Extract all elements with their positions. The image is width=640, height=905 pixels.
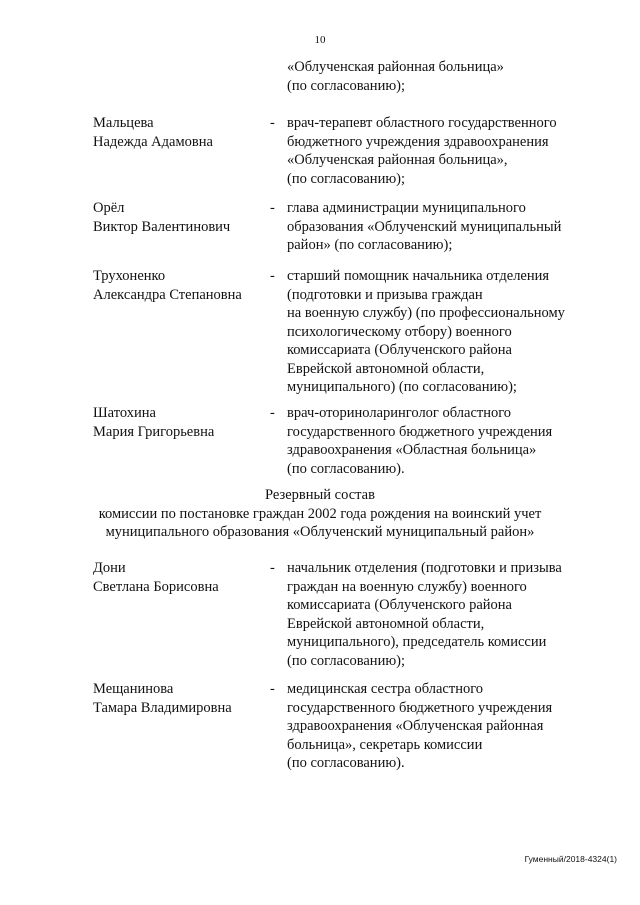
continuation-text (287, 58, 504, 95)
reserve-subtitle-line: муниципального образования «Облученский муниципальный район» (105, 524, 535, 540)
member-name: Трухоненко Александра Степановна (93, 268, 242, 303)
member-description: глава администрации муниципального образования «Облученский муниципальный район» (по согласованию); (287, 200, 562, 253)
entry-dash: - (270, 681, 275, 697)
reserve-section-heading (0, 486, 640, 542)
entry-dash: - (270, 405, 275, 421)
member-description: врач-оториноларинголог областного государственного бюджетного учреждения здравоохранения «Областная больница» (по согласованию). (287, 405, 553, 477)
reserve-subtitle-line: комиссии по постановке граждан 2002 года рождения на воинский учет (98, 505, 542, 522)
member-description: медицинская сестра областного государственного бюджетного учреждения здравоохранения «Облученская районная больница», секретарь комиссии (по согласованию). (287, 681, 553, 771)
continuation-line: «Облученская районная больница» (287, 59, 504, 75)
member-name: Шатохина Мария Григорьевна (93, 405, 215, 440)
reserve-title: Резервный состав (265, 487, 375, 503)
member-name: Мещанинова Тамара Владимировна (93, 681, 232, 716)
continuation-line: (по согласованию); (287, 77, 406, 94)
entry-dash: - (270, 268, 275, 284)
member-description: старший помощник начальника отделения (подготовки и призыва граждан на военную службу) (по профессиональному психологическому отбору) военного комиссариата (Облученского района Еврейской автономной области, муниципального) (по согласованию); (287, 268, 565, 395)
member-name: Дони Светлана Борисовна (93, 560, 219, 595)
entry-dash: - (270, 560, 275, 576)
document-reference-footer: Гуменный/2018-4324(1) (524, 854, 617, 864)
entry-dash: - (270, 115, 275, 131)
page-number: 10 (314, 34, 326, 46)
member-description: врач-терапевт областного государственного бюджетного учреждения здравоохранения «Облученская районная больница», (по согласованию); (287, 115, 557, 187)
member-description: начальник отделения (подготовки и призыва граждан на военную службу) военного комиссариата (Облученского района Еврейской автономной области, муниципального), председатель комиссии (по согласованию); (287, 560, 562, 669)
entry-dash: - (270, 200, 275, 216)
member-name: Мальцева Надежда Адамовна (93, 115, 213, 150)
member-name: Орёл Виктор Валентинович (93, 200, 231, 235)
